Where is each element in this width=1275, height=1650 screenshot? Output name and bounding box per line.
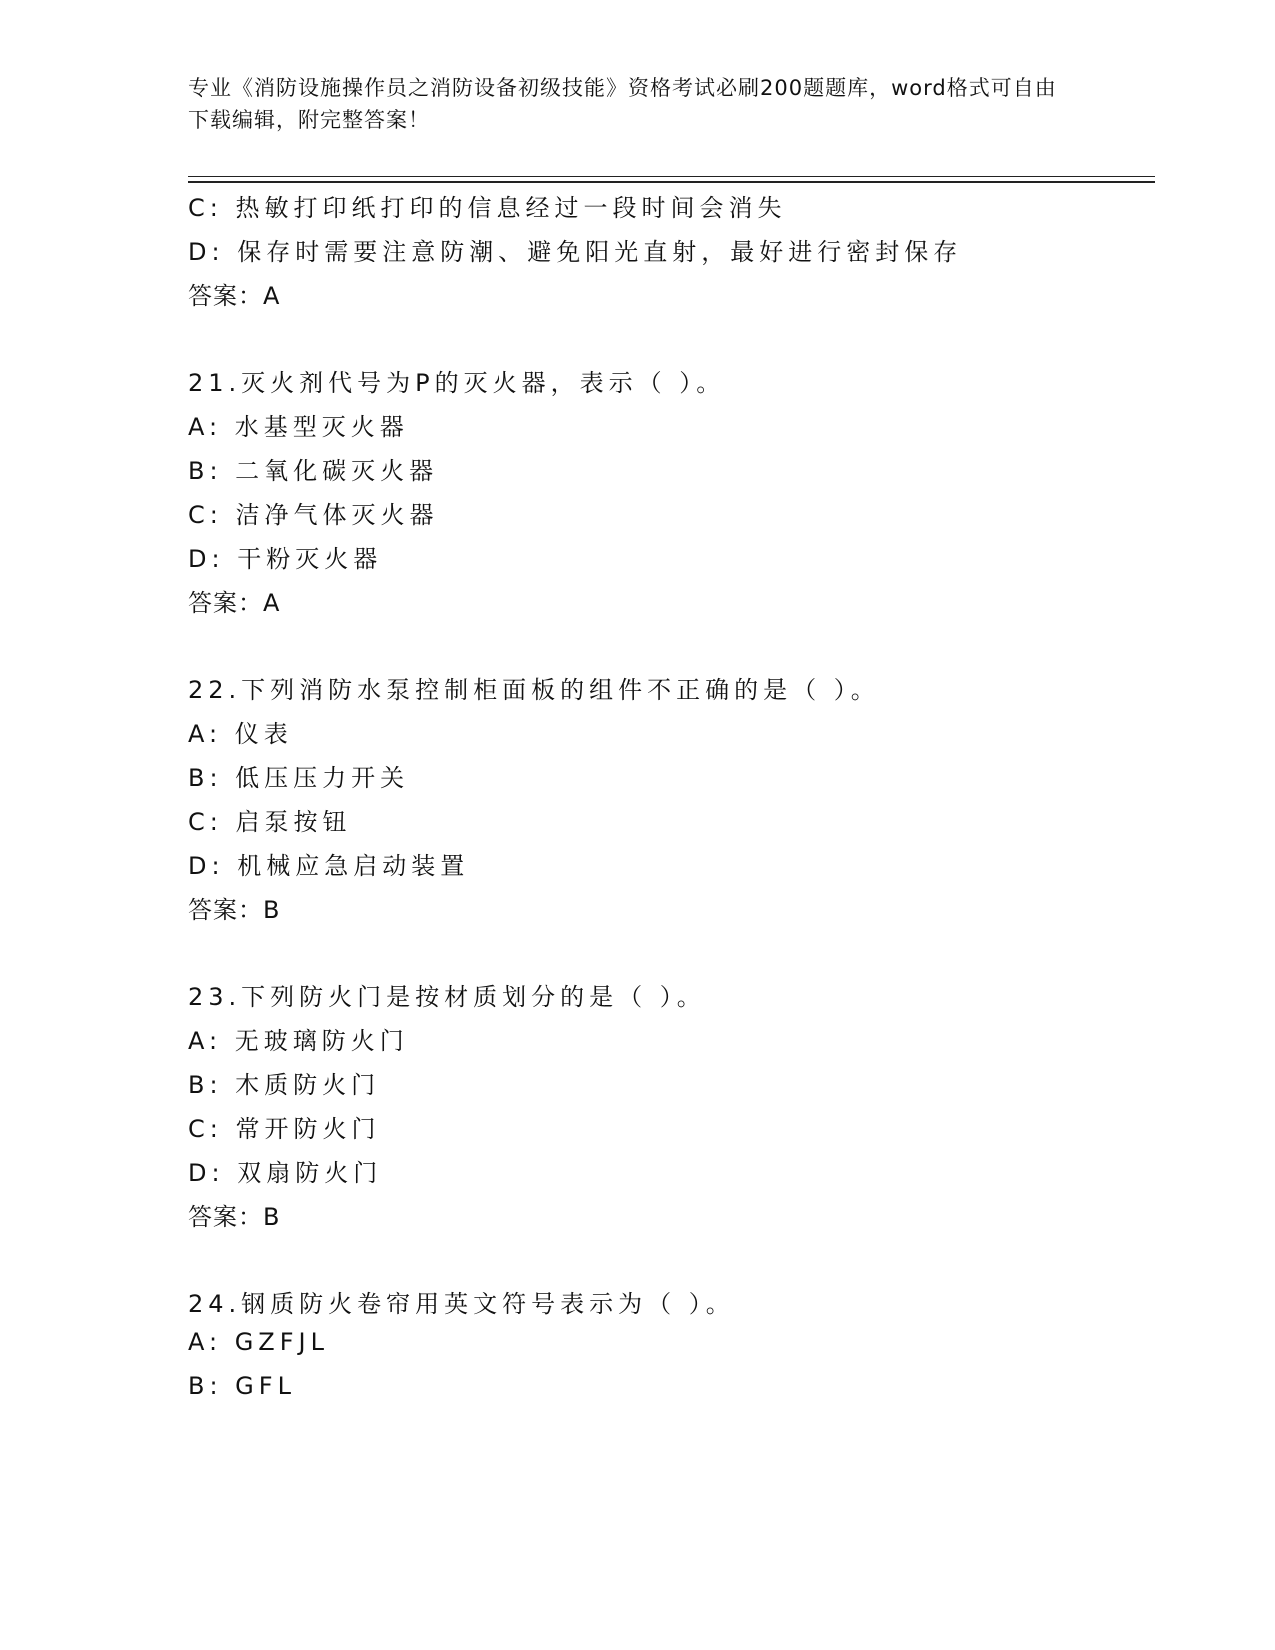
question-22-option-c: C: 启泵按钮 [188,808,352,836]
option-c: C: 热敏打印纸打印的信息经过一段时间会消失 [188,194,787,222]
question-21-answer: 答案：A [188,589,281,617]
header-divider-thick [188,181,1155,183]
question-21-option-a: A: 水基型灭火器 [188,413,409,441]
question-24-option-b: B: GFL [188,1372,296,1400]
document-header: 专业《消防设施操作员之消防设备初级技能》资格考试必刷200题题库，word格式可自由下载编辑，附完整答案！ [188,76,1057,132]
question-23-option-a: A: 无玻璃防火门 [188,1027,409,1055]
question-22-answer: 答案：B [188,896,281,924]
header-divider-thin [188,176,1155,177]
question-21-option-c: C: 洁净气体灭火器 [188,501,439,529]
question-22-stem: 22.下列消防水泵控制柜面板的组件不正确的是（ ）。 [188,676,880,704]
question-24-stem: 24.钢质防火卷帘用英文符号表示为（ ）。 [188,1290,735,1318]
question-22-option-b: B: 低压压力开关 [188,764,410,792]
option-d: D: 保存时需要注意防潮、避免阳光直射，最好进行密封保存 [188,238,963,266]
answer: 答案：A [188,282,281,310]
question-24-option-a: A: GZFJL [188,1328,330,1356]
question-23-option-c: C: 常开防火门 [188,1115,381,1143]
question-21-stem: 21.灭火剂代号为P的灭火器，表示（ ）。 [188,369,726,397]
question-23-option-b: B: 木质防火门 [188,1071,381,1099]
question-22-option-d: D: 机械应急启动装置 [188,852,470,880]
question-21-option-b: B: 二氧化碳灭火器 [188,457,439,485]
question-23-answer: 答案：B [188,1203,281,1231]
question-21-option-d: D: 干粉灭火器 [188,545,383,573]
question-23-stem: 23.下列防火门是按材质划分的是（ ）。 [188,983,706,1011]
question-23-option-d: D: 双扇防火门 [188,1159,383,1187]
question-22-option-a: A: 仪表 [188,720,293,748]
